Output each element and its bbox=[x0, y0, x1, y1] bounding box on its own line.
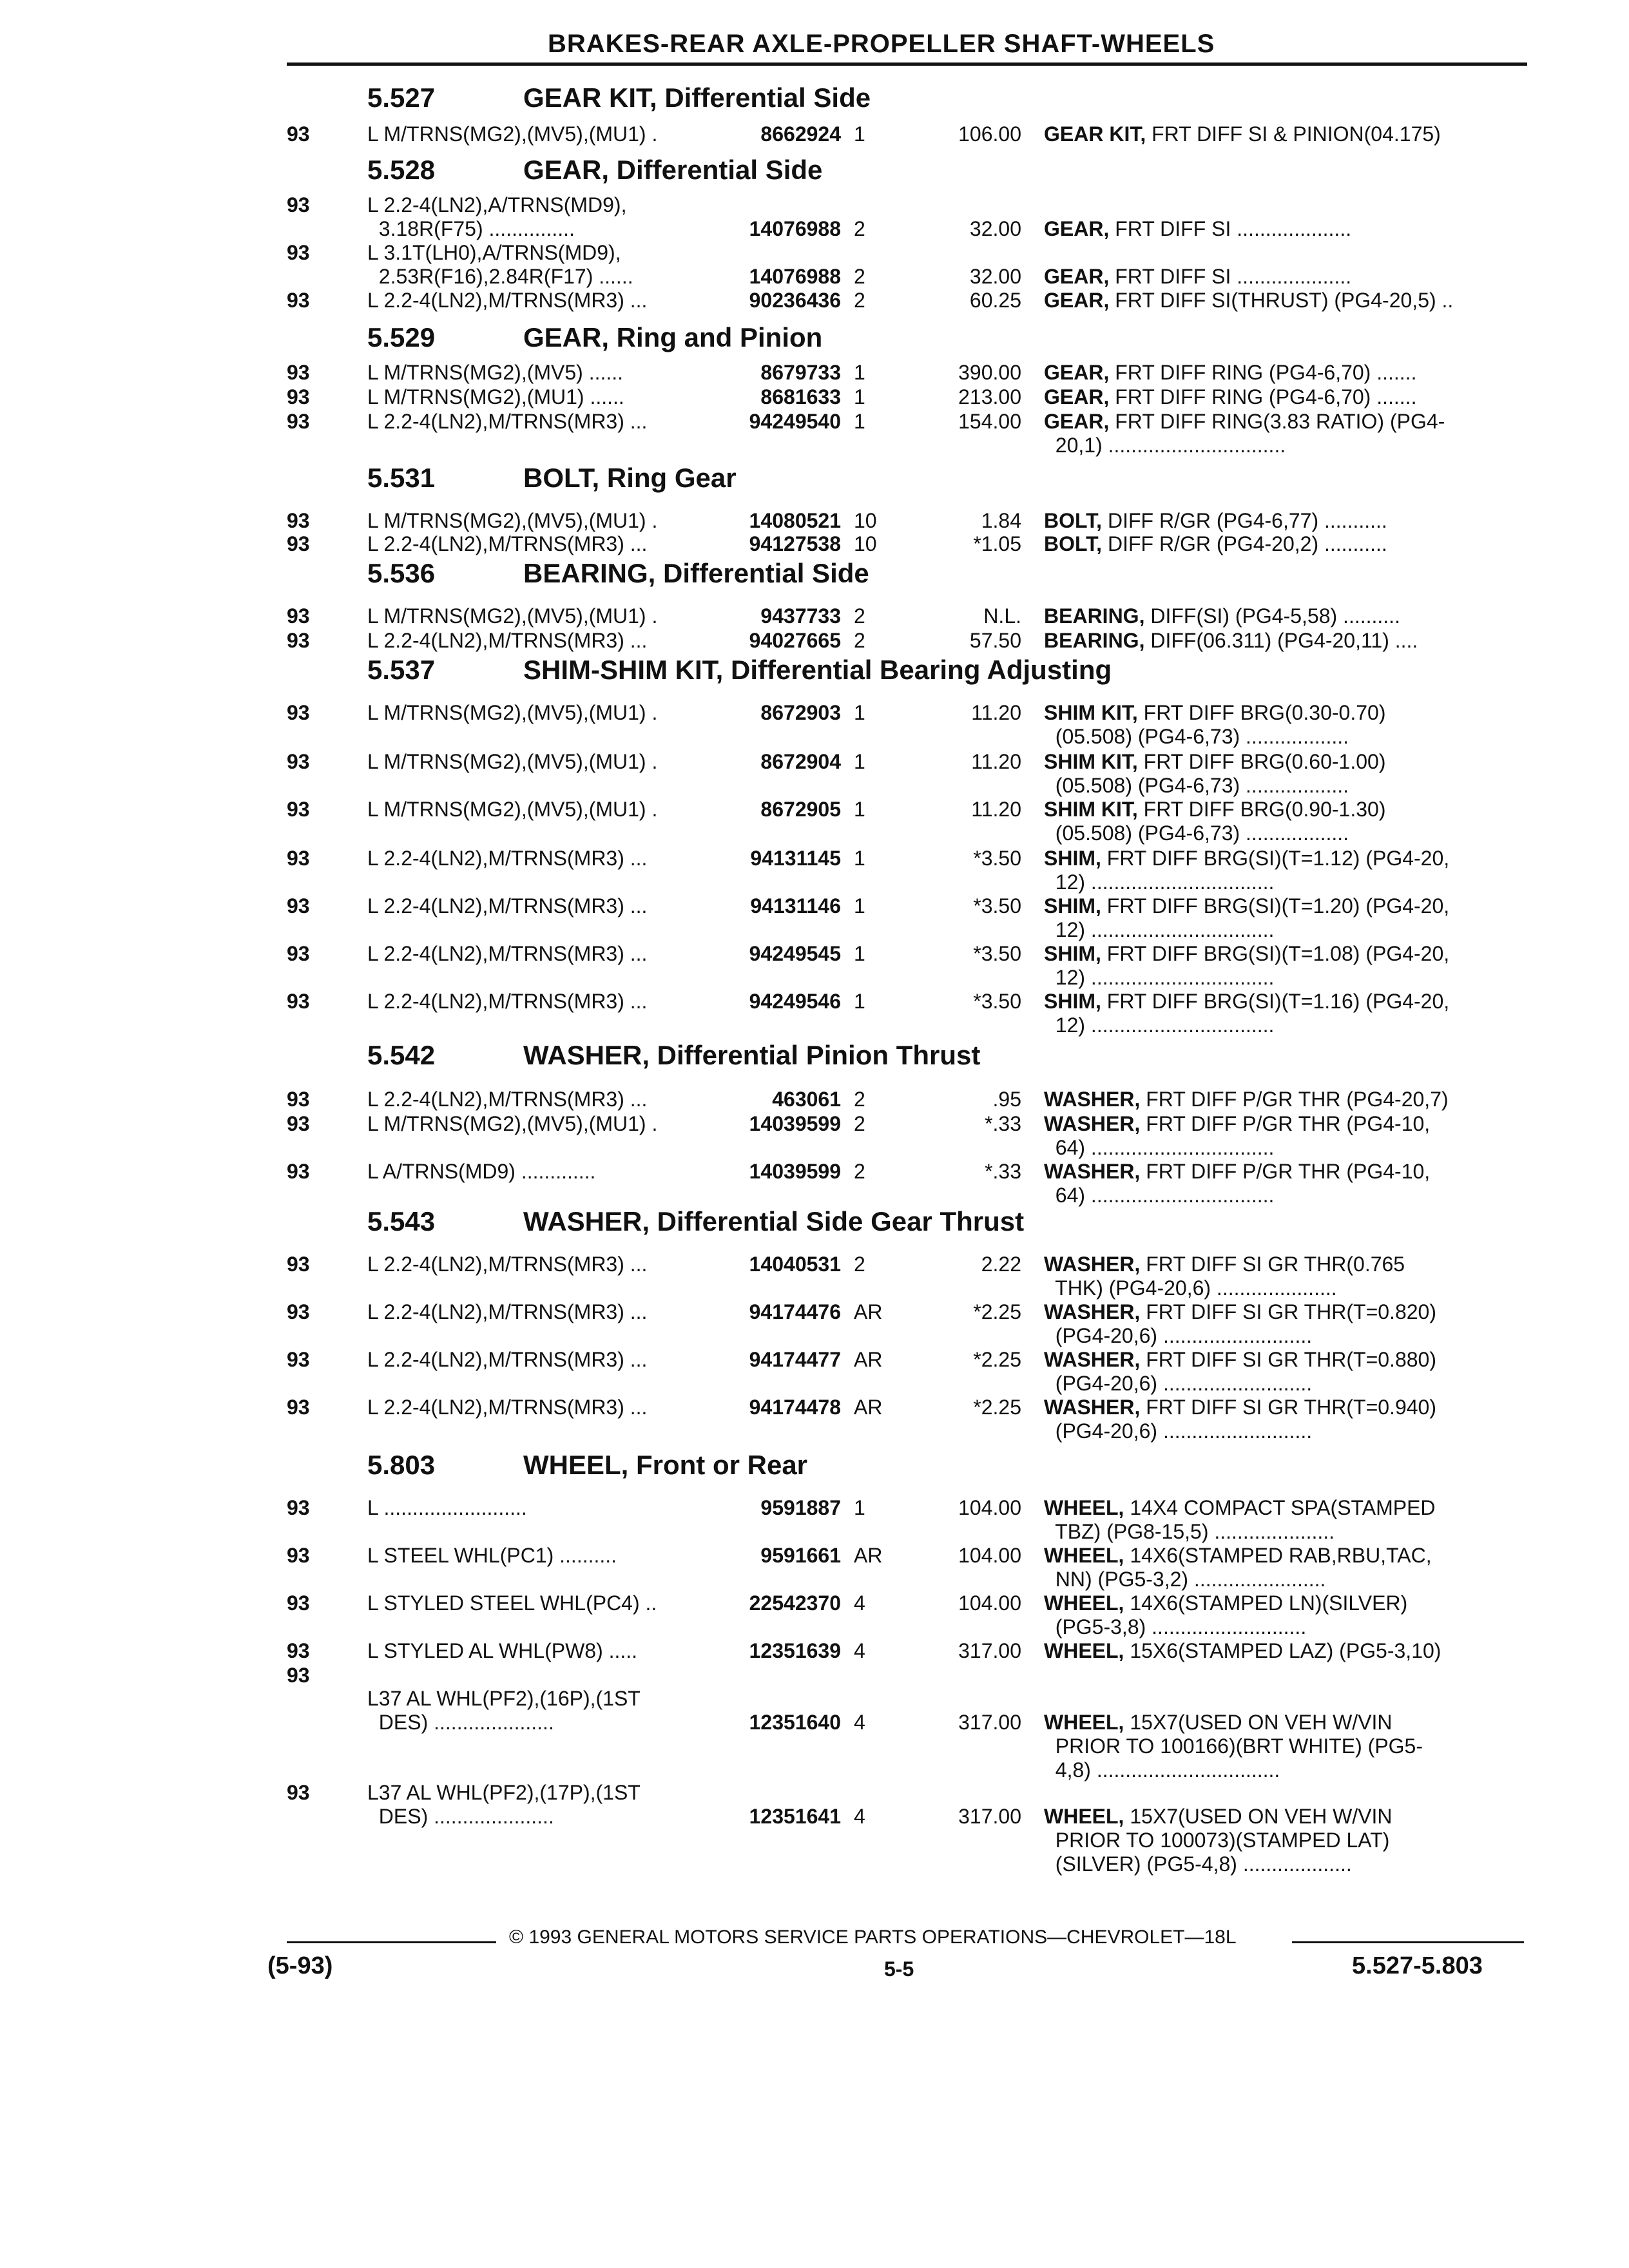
quantity: 1 bbox=[854, 1496, 865, 1519]
part-detail: FRT DIFF SI .................... bbox=[1109, 217, 1352, 240]
section-title: GEAR KIT, Differential Side bbox=[523, 82, 871, 113]
part-nomenclature bbox=[1044, 1805, 1393, 1876]
part-name: SHIM, bbox=[1044, 942, 1101, 965]
quantity: 10 bbox=[854, 532, 877, 555]
price: 60.25 bbox=[969, 289, 1021, 312]
part-number: 94174476 bbox=[749, 1300, 841, 1323]
model-year: 93 bbox=[287, 990, 310, 1013]
part-nomenclature bbox=[1044, 1396, 1436, 1443]
quantity: 1 bbox=[854, 361, 865, 384]
model-year: 93 bbox=[287, 604, 310, 628]
part-detail: 15X6(STAMPED LAZ) (PG5-3,10) bbox=[1124, 1639, 1441, 1662]
quantity: 2 bbox=[854, 604, 865, 628]
quantity: 1 bbox=[854, 122, 865, 146]
usage-description: L 2.2-4(LN2),M/TRNS(MR3) ... bbox=[367, 942, 648, 965]
part-detail: FRT DIFF P/GR THR (PG4-10, 64) ................................ bbox=[1055, 1160, 1431, 1207]
footer-date-code: (5-93) bbox=[267, 1952, 333, 1979]
model-year: 93 bbox=[287, 193, 310, 216]
part-detail: FRT DIFF BRG(SI)(T=1.08) (PG4-20, 12) ................................ bbox=[1055, 942, 1450, 989]
section-title: WASHER, Differential Pinion Thrust bbox=[523, 1040, 981, 1070]
part-number: 14076988 bbox=[749, 217, 841, 240]
part-number: 9591661 bbox=[760, 1544, 841, 1567]
part-name: WHEEL, bbox=[1044, 1711, 1124, 1734]
part-detail: 14X6(STAMPED RAB,RBU,TAC, NN) (PG5-3,2) ....................... bbox=[1055, 1544, 1432, 1591]
part-nomenclature bbox=[1044, 385, 1416, 409]
part-nomenclature bbox=[1044, 604, 1400, 628]
model-year: 93 bbox=[287, 1112, 310, 1135]
usage-description: L 2.2-4(LN2),M/TRNS(MR3) ... bbox=[367, 629, 648, 652]
price: 317.00 bbox=[958, 1639, 1021, 1662]
model-year: 93 bbox=[287, 701, 310, 724]
part-nomenclature bbox=[1044, 750, 1385, 798]
part-name: WASHER, bbox=[1044, 1160, 1141, 1183]
price: .95 bbox=[992, 1088, 1021, 1111]
part-number: 94027665 bbox=[749, 629, 841, 652]
part-name: WASHER, bbox=[1044, 1112, 1141, 1135]
section-number: 5.527 bbox=[367, 82, 436, 113]
quantity: AR bbox=[854, 1300, 883, 1323]
part-number: 8679733 bbox=[760, 361, 841, 384]
model-year: 93 bbox=[287, 750, 310, 773]
part-number: 94174477 bbox=[749, 1348, 841, 1371]
part-name: BEARING, bbox=[1044, 629, 1145, 652]
part-name: WHEEL, bbox=[1044, 1639, 1124, 1662]
part-number: 8681633 bbox=[760, 385, 841, 408]
part-name: SHIM KIT, bbox=[1044, 701, 1138, 724]
part-number: 14040531 bbox=[749, 1253, 841, 1276]
section-number: 5.536 bbox=[367, 558, 436, 588]
part-nomenclature bbox=[1044, 1253, 1405, 1300]
part-number: 22542370 bbox=[749, 1591, 841, 1615]
usage-description: L M/TRNS(MG2),(MU1) ...... bbox=[367, 385, 624, 408]
usage-description: L M/TRNS(MG2),(MV5),(MU1) . bbox=[367, 122, 658, 146]
footer-copyright: © 1993 GENERAL MOTORS SERVICE PARTS OPERATIONS—CHEVROLET—18L bbox=[509, 1927, 1237, 1948]
part-number: 90236436 bbox=[749, 289, 841, 312]
part-nomenclature bbox=[1044, 217, 1351, 241]
part-number: 94249545 bbox=[749, 942, 841, 965]
quantity: 1 bbox=[854, 942, 865, 965]
section-number: 5.537 bbox=[367, 655, 436, 685]
section-number: 5.531 bbox=[367, 463, 436, 493]
model-year: 93 bbox=[287, 847, 310, 870]
model-year: 93 bbox=[287, 385, 310, 408]
part-nomenclature bbox=[1044, 1544, 1432, 1591]
part-nomenclature bbox=[1044, 990, 1449, 1037]
usage-description: L 2.2-4(LN2),M/TRNS(MR3) ... bbox=[367, 1396, 648, 1419]
part-name: SHIM KIT, bbox=[1044, 798, 1138, 821]
part-number: 8662924 bbox=[760, 122, 841, 146]
part-name: WHEEL, bbox=[1044, 1544, 1124, 1567]
usage-description: L ......................... bbox=[367, 1496, 527, 1519]
section-number: 5.803 bbox=[367, 1450, 436, 1480]
section-number: 5.543 bbox=[367, 1206, 436, 1236]
model-year: 93 bbox=[287, 1088, 310, 1111]
price: 390.00 bbox=[958, 361, 1021, 384]
part-detail: 15X7(USED ON VEH W/VIN PRIOR TO 100166)(BRT WHITE) (PG5- 4,8) ................................ bbox=[1055, 1711, 1423, 1782]
usage-description: L37 AL WHL(PF2),(17P),(1ST DES) ..................... bbox=[367, 1781, 641, 1828]
usage-description: L M/TRNS(MG2),(MV5),(MU1) . bbox=[367, 509, 658, 532]
model-year: 93 bbox=[287, 1348, 310, 1371]
part-detail: DIFF R/GR (PG4-20,2) ........... bbox=[1102, 532, 1387, 555]
part-name: SHIM KIT, bbox=[1044, 750, 1138, 773]
part-name: WASHER, bbox=[1044, 1396, 1141, 1419]
part-number: 94249540 bbox=[749, 410, 841, 433]
part-name: BEARING, bbox=[1044, 604, 1145, 628]
quantity: 2 bbox=[854, 265, 865, 288]
part-nomenclature bbox=[1044, 289, 1453, 312]
part-number: 14076988 bbox=[749, 265, 841, 288]
usage-description: L STYLED STEEL WHL(PC4) .. bbox=[367, 1591, 657, 1615]
part-name: WHEEL, bbox=[1044, 1805, 1124, 1828]
usage-description: L 2.2-4(LN2),M/TRNS(MR3) ... bbox=[367, 1300, 648, 1323]
quantity: 2 bbox=[854, 1253, 865, 1276]
price: *3.50 bbox=[973, 942, 1021, 965]
part-detail: FRT DIFF BRG(SI)(T=1.16) (PG4-20, 12) ................................ bbox=[1055, 990, 1450, 1037]
quantity: 4 bbox=[854, 1711, 865, 1734]
quantity: 2 bbox=[854, 1160, 865, 1183]
part-detail: 15X7(USED ON VEH W/VIN PRIOR TO 100073)(STAMPED LAT) (SILVER) (PG5-4,8) ................... bbox=[1055, 1805, 1393, 1876]
part-nomenclature bbox=[1044, 1711, 1423, 1782]
price: 32.00 bbox=[969, 217, 1021, 240]
quantity: 4 bbox=[854, 1591, 865, 1615]
part-number: 8672903 bbox=[760, 701, 841, 724]
footer-rule-left bbox=[287, 1941, 496, 1943]
price: 317.00 bbox=[958, 1805, 1021, 1828]
quantity: 1 bbox=[854, 750, 865, 773]
price: *3.50 bbox=[973, 990, 1021, 1013]
footer-page-number: 5-5 bbox=[884, 1957, 914, 1981]
part-nomenclature bbox=[1044, 798, 1385, 845]
usage-description: L 2.2-4(LN2),M/TRNS(MR3) ... bbox=[367, 289, 648, 312]
price: *.33 bbox=[985, 1160, 1021, 1183]
part-nomenclature bbox=[1044, 122, 1441, 146]
part-number: 94131145 bbox=[750, 847, 841, 870]
quantity: 2 bbox=[854, 289, 865, 312]
price: 11.20 bbox=[971, 750, 1021, 773]
part-number: 14039599 bbox=[749, 1160, 841, 1183]
part-name: WASHER, bbox=[1044, 1348, 1141, 1371]
model-year: 93 bbox=[287, 241, 310, 264]
part-name: WHEEL, bbox=[1044, 1591, 1124, 1615]
model-year: 93 bbox=[287, 1544, 310, 1567]
quantity: 2 bbox=[854, 217, 865, 240]
part-nomenclature bbox=[1044, 1160, 1430, 1207]
part-number: 9591887 bbox=[760, 1496, 841, 1519]
model-year: 93 bbox=[287, 1781, 310, 1804]
part-detail: FRT DIFF SI .................... bbox=[1109, 265, 1352, 288]
model-year: 93 bbox=[287, 1639, 310, 1662]
price: *.33 bbox=[985, 1112, 1021, 1135]
part-number: 463061 bbox=[772, 1088, 841, 1111]
usage-description: L 2.2-4(LN2),M/TRNS(MR3) ... bbox=[367, 894, 648, 918]
usage-description: L M/TRNS(MG2),(MV5),(MU1) . bbox=[367, 798, 658, 821]
part-name: GEAR, bbox=[1044, 289, 1110, 312]
part-name: BOLT, bbox=[1044, 509, 1103, 532]
price: N.L. bbox=[983, 604, 1021, 628]
model-year: 93 bbox=[287, 942, 310, 965]
usage-description: L M/TRNS(MG2),(MV5) ...... bbox=[367, 361, 624, 384]
model-year: 93 bbox=[287, 122, 310, 146]
part-detail: FRT DIFF SI GR THR(T=0.820) (PG4-20,6) .......................... bbox=[1055, 1300, 1436, 1347]
usage-description: L M/TRNS(MG2),(MV5),(MU1) . bbox=[367, 1112, 658, 1135]
price: 57.50 bbox=[969, 629, 1021, 652]
model-year: 93 bbox=[287, 1591, 310, 1615]
part-number: 94131146 bbox=[750, 894, 841, 918]
part-number: 94127538 bbox=[749, 532, 841, 555]
price: 106.00 bbox=[958, 122, 1021, 146]
part-name: GEAR, bbox=[1044, 410, 1110, 433]
model-year: 93 bbox=[287, 1253, 310, 1276]
price: 1.84 bbox=[981, 509, 1021, 532]
usage-description: L 2.2-4(LN2),M/TRNS(MR3) ... bbox=[367, 1253, 648, 1276]
part-name: GEAR KIT, bbox=[1044, 122, 1146, 146]
part-name: WASHER, bbox=[1044, 1300, 1141, 1323]
part-nomenclature bbox=[1044, 629, 1418, 653]
model-year: 93 bbox=[287, 629, 310, 652]
usage-description: L STEEL WHL(PC1) .......... bbox=[367, 1544, 617, 1567]
part-nomenclature bbox=[1044, 265, 1351, 289]
section-title: GEAR, Differential Side bbox=[523, 155, 823, 185]
part-nomenclature bbox=[1044, 1591, 1407, 1639]
part-detail: FRT DIFF P/GR THR (PG4-20,7) bbox=[1140, 1088, 1449, 1111]
quantity: 2 bbox=[854, 1088, 865, 1111]
quantity: 1 bbox=[854, 894, 865, 918]
footer-section-range: 5.527-5.803 bbox=[1352, 1952, 1483, 1979]
price: 213.00 bbox=[958, 385, 1021, 408]
model-year: 93 bbox=[287, 798, 310, 821]
quantity: 1 bbox=[854, 385, 865, 408]
usage-description: L A/TRNS(MD9) ............. bbox=[367, 1160, 596, 1183]
part-number: 94249546 bbox=[749, 990, 841, 1013]
section-title: SHIM-SHIM KIT, Differential Bearing Adjusting bbox=[523, 655, 1112, 685]
section-number: 5.542 bbox=[367, 1040, 436, 1070]
part-name: GEAR, bbox=[1044, 217, 1110, 240]
part-name: BOLT, bbox=[1044, 532, 1103, 555]
part-detail: DIFF(06.311) (PG4-20,11) .... bbox=[1144, 629, 1418, 652]
quantity: 2 bbox=[854, 1112, 865, 1135]
quantity: 1 bbox=[854, 990, 865, 1013]
price: *3.50 bbox=[973, 847, 1021, 870]
part-detail: FRT DIFF SI & PINION(04.175) bbox=[1146, 122, 1441, 146]
price: *2.25 bbox=[973, 1396, 1021, 1419]
part-detail: FRT DIFF BRG(SI)(T=1.20) (PG4-20, 12) ................................ bbox=[1055, 894, 1450, 941]
quantity: 1 bbox=[854, 410, 865, 433]
usage-description: L 3.1T(LH0),A/TRNS(MD9), 2.53R(F16),2.84R(F17) ...... bbox=[367, 241, 633, 288]
part-number: 9437733 bbox=[760, 604, 841, 628]
quantity: AR bbox=[854, 1348, 883, 1371]
part-nomenclature bbox=[1044, 509, 1387, 533]
model-year: 93 bbox=[287, 1396, 310, 1419]
part-nomenclature bbox=[1044, 1496, 1436, 1544]
usage-description: L M/TRNS(MG2),(MV5),(MU1) . bbox=[367, 701, 658, 724]
part-detail: FRT DIFF BRG(SI)(T=1.12) (PG4-20, 12) ................................ bbox=[1055, 847, 1450, 894]
part-number: 14080521 bbox=[749, 509, 841, 532]
price: *1.05 bbox=[973, 532, 1021, 555]
model-year: 93 bbox=[287, 1664, 310, 1687]
usage-description: L37 AL WHL(PF2),(16P),(1ST DES) ..................... bbox=[367, 1687, 641, 1734]
section-title: GEAR, Ring and Pinion bbox=[523, 322, 823, 352]
part-name: GEAR, bbox=[1044, 385, 1110, 408]
section-title: BOLT, Ring Gear bbox=[523, 463, 737, 493]
part-number: 12351639 bbox=[749, 1639, 841, 1662]
quantity: AR bbox=[854, 1396, 883, 1419]
quantity: 10 bbox=[854, 509, 877, 532]
part-detail: DIFF R/GR (PG4-6,77) ........... bbox=[1102, 509, 1387, 532]
price: 104.00 bbox=[958, 1544, 1021, 1567]
usage-description: L 2.2-4(LN2),M/TRNS(MR3) ... bbox=[367, 410, 648, 433]
price: 2.22 bbox=[981, 1253, 1021, 1276]
part-name: SHIM, bbox=[1044, 847, 1101, 870]
part-number: 8672904 bbox=[760, 750, 841, 773]
usage-description: L 2.2-4(LN2),M/TRNS(MR3) ... bbox=[367, 1348, 648, 1371]
price: *3.50 bbox=[973, 894, 1021, 918]
price: 32.00 bbox=[969, 265, 1021, 288]
model-year: 93 bbox=[287, 289, 310, 312]
model-year: 93 bbox=[287, 410, 310, 433]
part-detail: DIFF(SI) (PG4-5,58) .......... bbox=[1144, 604, 1400, 628]
part-detail: 14X4 COMPACT SPA(STAMPED TBZ) (PG8-15,5) ..................... bbox=[1055, 1496, 1436, 1543]
part-nomenclature bbox=[1044, 410, 1445, 457]
part-detail: FRT DIFF RING(3.83 RATIO) (PG4- 20,1) ............................... bbox=[1055, 410, 1445, 457]
usage-description: L 2.2-4(LN2),A/TRNS(MD9), 3.18R(F75) ............... bbox=[367, 193, 627, 240]
part-nomenclature bbox=[1044, 1639, 1441, 1663]
part-nomenclature bbox=[1044, 1088, 1449, 1111]
part-number: 14039599 bbox=[749, 1112, 841, 1135]
model-year: 93 bbox=[287, 894, 310, 918]
part-number: 12351640 bbox=[749, 1711, 841, 1734]
price: 11.20 bbox=[971, 798, 1021, 821]
price: 104.00 bbox=[958, 1591, 1021, 1615]
part-detail: FRT DIFF P/GR THR (PG4-10, 64) ................................ bbox=[1055, 1112, 1431, 1159]
section-title: WASHER, Differential Side Gear Thrust bbox=[523, 1206, 1025, 1236]
part-name: GEAR, bbox=[1044, 361, 1110, 384]
model-year: 93 bbox=[287, 361, 310, 384]
part-detail: FRT DIFF SI GR THR(0.765 THK) (PG4-20,6) ..................... bbox=[1055, 1253, 1405, 1300]
part-nomenclature bbox=[1044, 1300, 1436, 1348]
part-nomenclature bbox=[1044, 1348, 1436, 1396]
usage-description: L 2.2-4(LN2),M/TRNS(MR3) ... bbox=[367, 532, 648, 555]
part-number: 94174478 bbox=[749, 1396, 841, 1419]
quantity: 2 bbox=[854, 629, 865, 652]
model-year: 93 bbox=[287, 532, 310, 555]
model-year: 93 bbox=[287, 1496, 310, 1519]
part-detail: 14X6(STAMPED LN)(SILVER) (PG5-3,8) ........................... bbox=[1055, 1591, 1408, 1639]
price: 104.00 bbox=[958, 1496, 1021, 1519]
section-title: BEARING, Differential Side bbox=[523, 558, 869, 588]
footer-rule-right bbox=[1292, 1941, 1524, 1943]
page-header-title: BRAKES-REAR AXLE-PROPELLER SHAFT-WHEELS bbox=[548, 30, 1215, 58]
part-name: WASHER, bbox=[1044, 1088, 1141, 1111]
usage-description: L STYLED AL WHL(PW8) ..... bbox=[367, 1639, 638, 1662]
part-detail: FRT DIFF SI(THRUST) (PG4-20,5) .. bbox=[1109, 289, 1454, 312]
model-year: 93 bbox=[287, 1160, 310, 1183]
part-name: SHIM, bbox=[1044, 990, 1101, 1013]
quantity: AR bbox=[854, 1544, 883, 1567]
part-detail: FRT DIFF RING (PG4-6,70) ....... bbox=[1109, 385, 1417, 408]
quantity: 1 bbox=[854, 798, 865, 821]
part-detail: FRT DIFF BRG(0.30-0.70) (05.508) (PG4-6,73) .................. bbox=[1055, 701, 1386, 748]
part-nomenclature bbox=[1044, 361, 1416, 385]
part-number: 8672905 bbox=[760, 798, 841, 821]
part-nomenclature bbox=[1044, 847, 1449, 894]
part-name: WASHER, bbox=[1044, 1253, 1141, 1276]
section-number: 5.528 bbox=[367, 155, 436, 185]
price: 154.00 bbox=[958, 410, 1021, 433]
part-number: 12351641 bbox=[749, 1805, 841, 1828]
price: 317.00 bbox=[958, 1711, 1021, 1734]
header-rule bbox=[287, 62, 1527, 66]
price: 11.20 bbox=[971, 701, 1021, 724]
usage-description: L 2.2-4(LN2),M/TRNS(MR3) ... bbox=[367, 847, 648, 870]
quantity: 4 bbox=[854, 1639, 865, 1662]
part-detail: FRT DIFF SI GR THR(T=0.940) (PG4-20,6) .......................... bbox=[1055, 1396, 1436, 1443]
price: *2.25 bbox=[973, 1348, 1021, 1371]
part-detail: FRT DIFF RING (PG4-6,70) ....... bbox=[1109, 361, 1417, 384]
part-nomenclature bbox=[1044, 532, 1387, 556]
part-detail: FRT DIFF BRG(0.60-1.00) (05.508) (PG4-6,73) .................. bbox=[1055, 750, 1386, 797]
part-detail: FRT DIFF BRG(0.90-1.30) (05.508) (PG4-6,73) .................. bbox=[1055, 798, 1386, 845]
model-year: 93 bbox=[287, 1300, 310, 1323]
section-number: 5.529 bbox=[367, 322, 436, 352]
usage-description: L 2.2-4(LN2),M/TRNS(MR3) ... bbox=[367, 990, 648, 1013]
usage-description: L 2.2-4(LN2),M/TRNS(MR3) ... bbox=[367, 1088, 648, 1111]
quantity: 1 bbox=[854, 847, 865, 870]
price: *2.25 bbox=[973, 1300, 1021, 1323]
part-nomenclature bbox=[1044, 942, 1449, 990]
part-name: WHEEL, bbox=[1044, 1496, 1124, 1519]
part-name: SHIM, bbox=[1044, 894, 1101, 918]
part-name: GEAR, bbox=[1044, 265, 1110, 288]
part-nomenclature bbox=[1044, 701, 1385, 749]
part-detail: FRT DIFF SI GR THR(T=0.880) (PG4-20,6) .......................... bbox=[1055, 1348, 1436, 1395]
part-nomenclature bbox=[1044, 1112, 1430, 1160]
model-year: 93 bbox=[287, 509, 310, 532]
quantity: 4 bbox=[854, 1805, 865, 1828]
section-title: WHEEL, Front or Rear bbox=[523, 1450, 808, 1480]
part-nomenclature bbox=[1044, 894, 1449, 942]
usage-description: L M/TRNS(MG2),(MV5),(MU1) . bbox=[367, 604, 658, 628]
usage-description: L M/TRNS(MG2),(MV5),(MU1) . bbox=[367, 750, 658, 773]
quantity: 1 bbox=[854, 701, 865, 724]
